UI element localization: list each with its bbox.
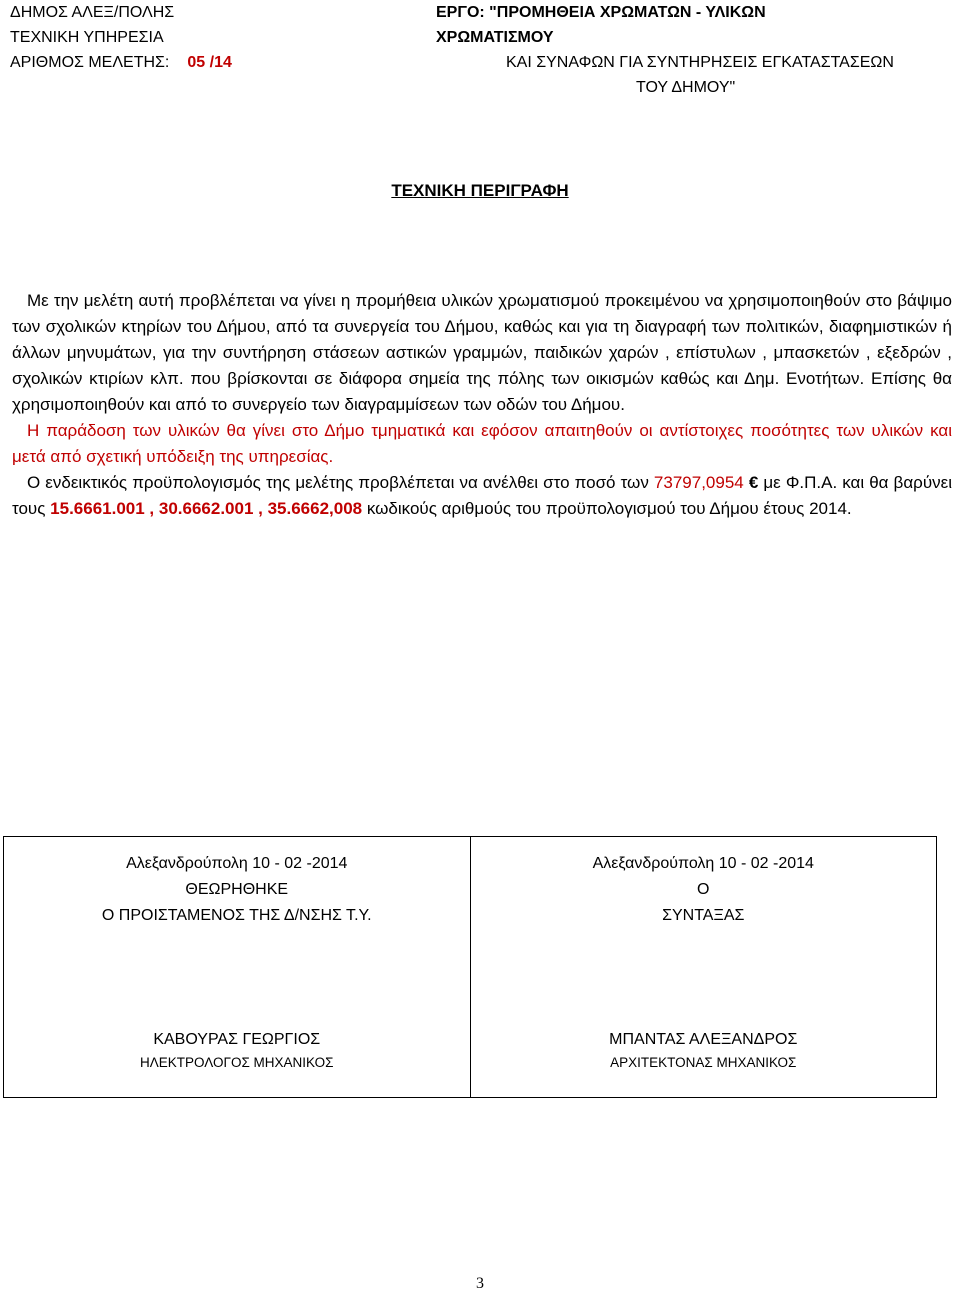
right-signatory-profession: ΑΡΧΙΤΕΚΤΟΝΑΣ ΜΗΧΑΝΙΚΟΣ <box>610 1055 797 1070</box>
study-number-value: 05 /14 <box>187 54 232 71</box>
paragraph-budget <box>12 470 952 522</box>
euro-symbol: € <box>748 473 759 492</box>
paragraph-delivery: Η παράδοση των υλικών θα γίνει στο Δήμο τμηματικά και εφόσον απαιτηθούν οι αντίστοιχες ποσότητες των υλικών και μετά από σχετική υπόδειξη της υπηρεσίας. <box>12 421 952 466</box>
left-signatory-name: ΚΑΒΟΥΡΑΣ ΓΕΩΡΓΙΟΣ <box>153 1031 321 1048</box>
budget-code-1: 15.6661.001 <box>50 499 145 518</box>
project-title-line3: ΚΑΙ ΣΥΝΑΦΩΝ ΓΙΑ ΣΥΝΤΗΡΗΣΕΙΣ ΕΓΚΑΤΑΣΤΑΣΕΩΝ <box>506 54 894 71</box>
study-number-line <box>10 50 232 75</box>
budget-amount: 73797,0954 <box>653 473 744 492</box>
municipality-name: ΔΗΜΟΣ ΑΛΕΞ/ΠΟΛΗΣ <box>10 4 175 21</box>
right-signatory-name: ΜΠΑΝΤΑΣ ΑΛΕΞΑΝΔΡΟΣ <box>609 1031 798 1048</box>
left-signatory-profession: ΗΛΕΚΤΡΟΛΟΓΟΣ ΜΗΧΑΝΙΚΟΣ <box>140 1055 334 1070</box>
left-status: ΘΕΩΡΗΘΗΚΕ <box>185 881 289 898</box>
header-right <box>436 0 894 100</box>
project-title-line2: ΧΡΩΜΑΤΙΣΜΟΥ <box>436 29 554 46</box>
project-title-line4: ΤΟΥ ΔΗΜΟΥ" <box>636 79 736 96</box>
budget-text-3: κωδικούς αριθμούς του προϋπολογισμού του Δήμου έτους 2014. <box>362 499 852 518</box>
right-role-title: ΣΥΝΤΑΞΑΣ <box>662 907 745 924</box>
budget-text-2: με Φ.Π.Α. και θα βαρύνει τους <box>12 473 952 518</box>
left-role-title: Ο ΠΡΟΙΣΤΑΜΕΝΟΣ ΤΗΣ Δ/ΝΣΗΣ Τ.Υ. <box>101 907 372 924</box>
budget-code-3: 35.6662,008 <box>267 499 363 518</box>
budget-code-2: 30.6662.001 <box>158 499 254 518</box>
right-place-date: Αλεξανδρούπολη 10 - 02 -2014 <box>592 855 814 872</box>
document-title: ΤΕΧΝΙΚΗ ΠΕΡΙΓΡΑΦΗ <box>391 181 569 200</box>
budget-sep-1: , <box>144 499 159 518</box>
paragraph-description: Με την μελέτη αυτή προβλέπεται να γίνει η προμήθεια υλικών χρωματισμού προκειμένου να χρησιμοποιηθούν στο βάψιμο των σχολικών κτηρίων του Δήμου, από τα συνεργεία του Δήμου, καθώς και για τη διαγραφή των πολιτικών, διαφημιστικών ή άλλων μηνυμάτων, για την συντήρηση στάσεων αστικών γραμμών, παιδικών χαρών , επίστυλων , μπασκετών , εξεδρών , σχολικών κτιρίων κλπ. που βρίσκονται σε διάφορα σημεία της πόλης των οικισμών καθώς και Δημ. Ενοτήτων. Επίσης θα χρησιμοποιηθούν και από το συνεργείο των διαγραμμίσεων των οδών του Δήμου. <box>12 291 952 414</box>
signature-cell-left <box>4 837 471 1098</box>
header-left <box>10 0 232 75</box>
right-article: Ο <box>697 881 710 898</box>
department-name: ΤΕΧΝΙΚΗ ΥΠΗΡΕΣΙΑ <box>10 29 164 46</box>
left-place-date: Αλεξανδρούπολη 10 - 02 -2014 <box>126 855 348 872</box>
budget-text-1: Ο ενδεικτικός προϋπολογισμός της μελέτης προβλέπεται να ανέλθει στο ποσό των <box>27 473 654 492</box>
page-number: 3 <box>476 1275 484 1292</box>
budget-sep-2: , <box>253 499 268 518</box>
study-number-label: ΑΡΙΘΜΟΣ ΜΕΛΕΤΗΣ: <box>10 54 170 71</box>
signature-table <box>3 836 937 1098</box>
project-title-line1: ΕΡΓΟ: "ΠΡΟΜΗΘΕΙΑ ΧΡΩΜΑΤΩΝ - ΥΛΙΚΩΝ <box>436 4 766 21</box>
signature-cell-right <box>470 837 937 1098</box>
document-body <box>12 288 952 522</box>
